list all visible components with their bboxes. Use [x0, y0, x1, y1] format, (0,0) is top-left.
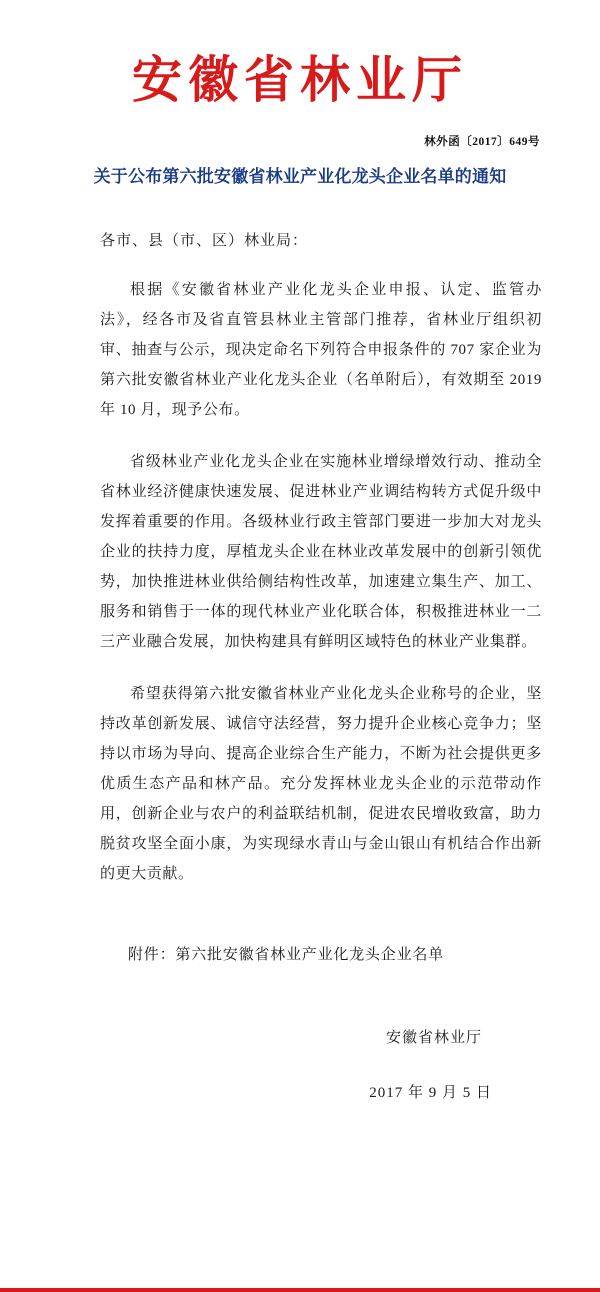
page-title: 关于公布第六批安徽省林业产业化龙头企业名单的通知 — [93, 167, 507, 186]
letterhead — [48, 0, 552, 107]
body-paragraph-1: 根据《安徽省林业产业化龙头企业申报、认定、监管办法》，经各市及省直管县林业主管部门推荐，省林业厅组织初审、抽查与公示，现决定命名下列符合申报条件的 707 家企业为第六批安徽省林业产业化龙头企业（名单附后），有效期至 2019 年 10 月，现予公布。 — [100, 282, 542, 419]
document-number: 林外函〔2017〕649号 — [424, 136, 540, 148]
attachment-line: 附件：第六批安徽省林业产业化龙头企业名单 — [128, 947, 445, 964]
bottom-rule-divider — [0, 1288, 600, 1292]
body-paragraph-2: 省级林业产业化龙头企业在实施林业增绿增效行动、推动全省林业经济健康快速发展、促进林业产业调结构转方式促升级中发挥着重要的作用。各级林业行政主管部门要进一步加大对龙头企业的扶持力度，厚植龙头企业在林业改革发展中的创新引领优势，加快推进林业供给侧结构性改革，加速建立集生产、加工、服务和销售于一体的现代林业产业化联合体，积极推进林业一二三产业融合发展，加快构建具有鲜明区域特色的林业产业集群。 — [100, 454, 542, 651]
body-paragraph-3: 希望获得第六批安徽省林业产业化龙头企业称号的企业，坚持改革创新发展、诚信守法经营，努力提升企业核心竞争力；坚持以市场为导向、提高企业综合生产能力，不断为社会提供更多优质生态产品和林产品。充分发挥林业龙头企业的示范带动作用，创新企业与农户的利益联结机制，促进农民增收致富，助力脱贫攻坚全面小康，为实现绿水青山与金山银山有机结合作出新的更大贡献。 — [100, 686, 542, 883]
signature-agency: 安徽省林业厅 — [385, 1030, 482, 1047]
issue-date: 2017 年 9 月 5 日 — [369, 1085, 492, 1102]
addressee-line: 各市、县（市、区）林业局： — [100, 233, 309, 250]
issuing-agency-title: 安徽省林业厅 — [132, 50, 468, 109]
